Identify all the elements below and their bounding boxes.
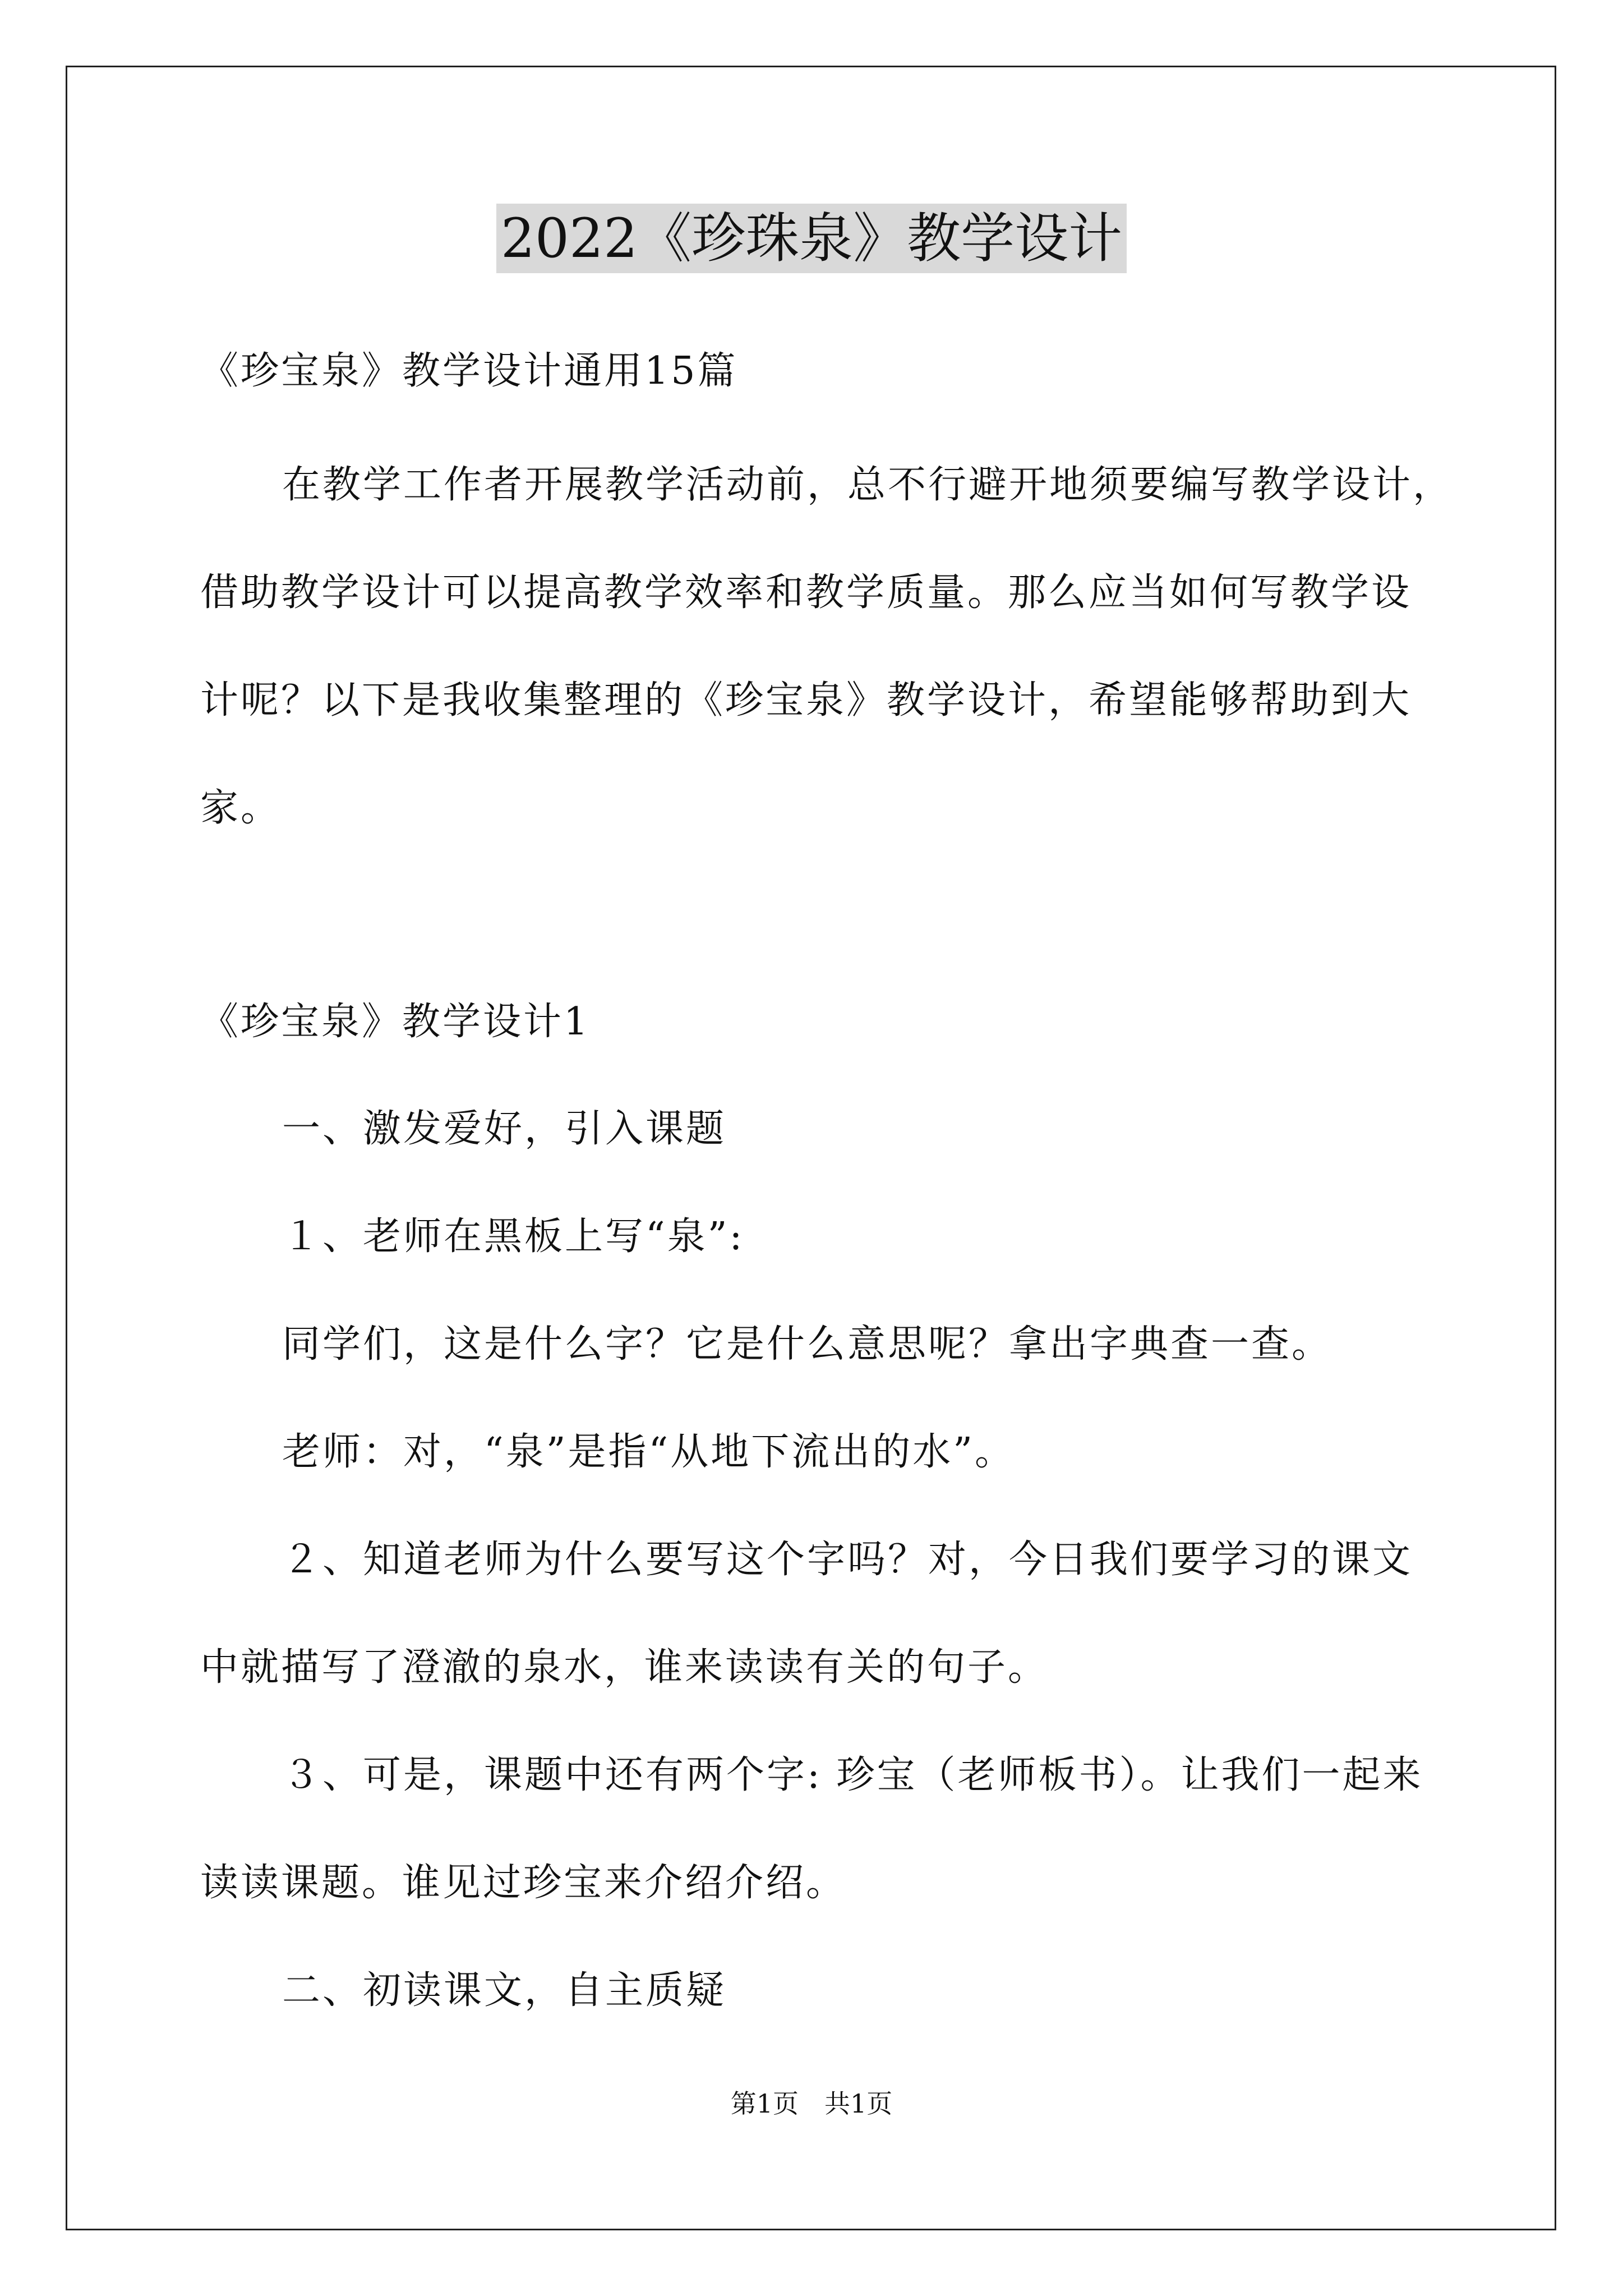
section-heading: 《珍宝泉》教学设计1 [200,1000,591,1044]
body-paragraph-line: ３、可是，课题中还有两个字: 珍宝（老师板书）。让我们一起来 [282,1753,1423,1797]
body-paragraph-line: ２、知道老师为什么要写这个字吗？对，今日我们要学习的课文 [282,1538,1413,1582]
body-paragraph-line: １、老师在黑板上写“泉”: [282,1214,745,1259]
intro-paragraph-line: 借助教学设计可以提高教学效率和教学质量。那么应当如何写教学设 [200,570,1412,615]
body-paragraph-line: 读读课题。谁见过珍宝来介绍介绍。 [200,1861,847,1905]
intro-paragraph-line: 计呢？以下是我收集整理的《珍宝泉》教学设计，希望能够帮助到大 [200,678,1412,723]
body-paragraph-line: 二、初读课文，自主质疑 [282,1968,727,2013]
body-paragraph-line: 中就描写了澄澈的泉水，谁来读读有关的句子。 [200,1645,1049,1690]
document-title: 2022《珍珠泉》教学设计 [0,199,1623,278]
body-paragraph-line: 同学们，这是什么字？它是什么意思呢？拿出字典查一查。 [282,1322,1332,1366]
intro-paragraph-line: 在教学工作者开展教学活动前，总不行避开地须要编写教学设计， [282,463,1454,507]
body-paragraph-line: 一、激发爱好，引入课题 [282,1107,727,1151]
intro-paragraph-line: 家。 [200,786,282,830]
document-subtitle: 《珍宝泉》教学设计通用15篇 [200,349,738,393]
page-number-footer: 第1页 共1页 [730,2088,893,2119]
body-paragraph-line: 老师：对，“泉”是指“从地下流出的水”。 [282,1430,1016,1474]
